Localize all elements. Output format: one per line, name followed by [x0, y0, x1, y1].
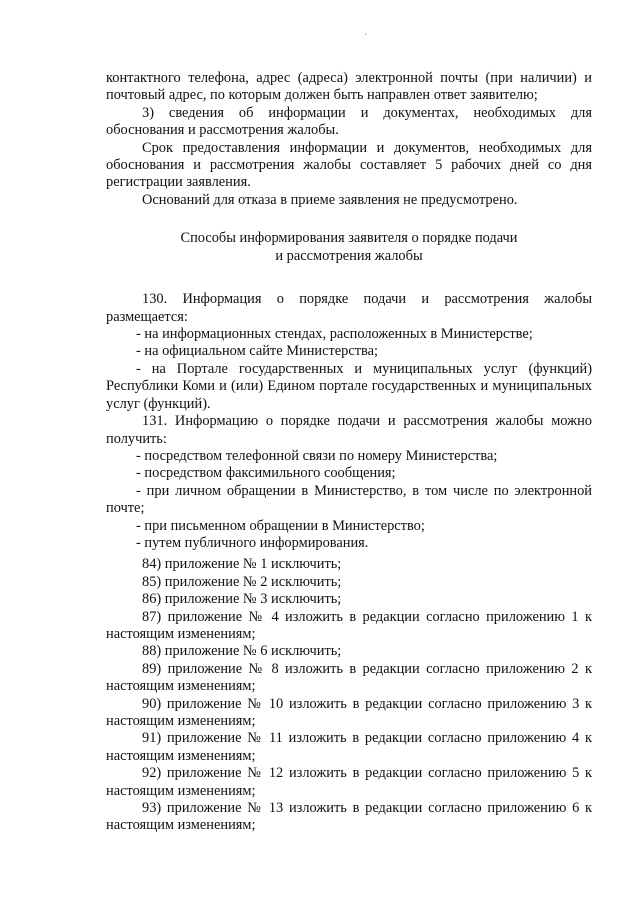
- list-item-public-informing: - путем публичного информирования.: [136, 534, 369, 551]
- amendment-90: 90) приложение № 10 изложить в редакции согласно приложению 3 к настоящим изменениям;: [106, 695, 592, 729]
- amendment-91: 91) приложение № 11 изложить в редакции согласно приложению 4 к настоящим изменениям;: [106, 730, 592, 764]
- paragraph-deadline: Срок предоставления информации и документов, необходимых для обоснования и рассмотрения жалобы составляет 5 рабочих дней со дня регистрации заявления.: [106, 139, 592, 191]
- section-title-line-2: и рассмотрения жалобы: [275, 248, 423, 265]
- list-item-fax: - посредством факсимильного сообщения;: [136, 465, 396, 482]
- paragraph-no-refusal: Оснований для отказа в приеме заявления не предусмотрено.: [142, 191, 518, 208]
- amendment-92: 92) приложение № 12 изложить в редакции согласно приложению 5 к настоящим изменениям;: [106, 765, 592, 799]
- amendment-84: 84) приложение № 1 исключить;: [142, 556, 342, 573]
- list-item-portal: - на Портале государственных и муниципальных услуг (функций) Республики Коми и (или) Едином портале государственных и муниципальных услуг (функций).: [106, 360, 592, 412]
- document-body: [106, 70, 592, 835]
- list-item-personal-visit: - при личном обращении в Министерство, в том числе по электронной почте;: [106, 482, 592, 517]
- amendment-89: 89) приложение № 8 изложить в редакции согласно приложению 2 к настоящим изменениям;: [106, 660, 592, 695]
- list-item-phone: - посредством телефонной связи по номеру Министерства;: [136, 447, 498, 464]
- amendment-87: 87) приложение № 4 изложить в редакции согласно приложению 1 к настоящим изменениям;: [106, 608, 592, 642]
- section-title: [106, 229, 592, 265]
- page-header-mark: ·: [364, 30, 368, 41]
- paragraph-item-3: 3) сведения об информации и документах, необходимых для обоснования и рассмотрения жалобы.: [106, 104, 592, 139]
- amendment-86: 86) приложение № 3 исключить;: [142, 591, 342, 608]
- section-title-line-1: Способы информирования заявителя о порядке подачи: [180, 230, 518, 247]
- item-130: 130. Информация о порядке подачи и рассмотрения жалобы размещается:: [106, 291, 592, 325]
- item-131: 131. Информацию о порядке подачи и рассмотрения жалобы можно получить:: [106, 413, 592, 447]
- amendment-93: 93) приложение № 13 изложить в редакции согласно приложению 6 к настоящим изменениям;: [106, 800, 592, 834]
- list-item-stands: - на информационных стендах, расположенных в Министерстве;: [136, 326, 533, 343]
- list-item-official-site: - на официальном сайте Министерства;: [136, 343, 379, 360]
- amendment-85: 85) приложение № 2 исключить;: [142, 573, 342, 590]
- amendment-88: 88) приложение № 6 исключить;: [142, 643, 342, 660]
- paragraph-contact-address: контактного телефона, адрес (адреса) электронной почты (при наличии) и почтовый адрес, по которым должен быть направлен ответ заявителю;: [106, 70, 592, 104]
- list-item-written-request: - при письменном обращении в Министерство;: [136, 517, 425, 534]
